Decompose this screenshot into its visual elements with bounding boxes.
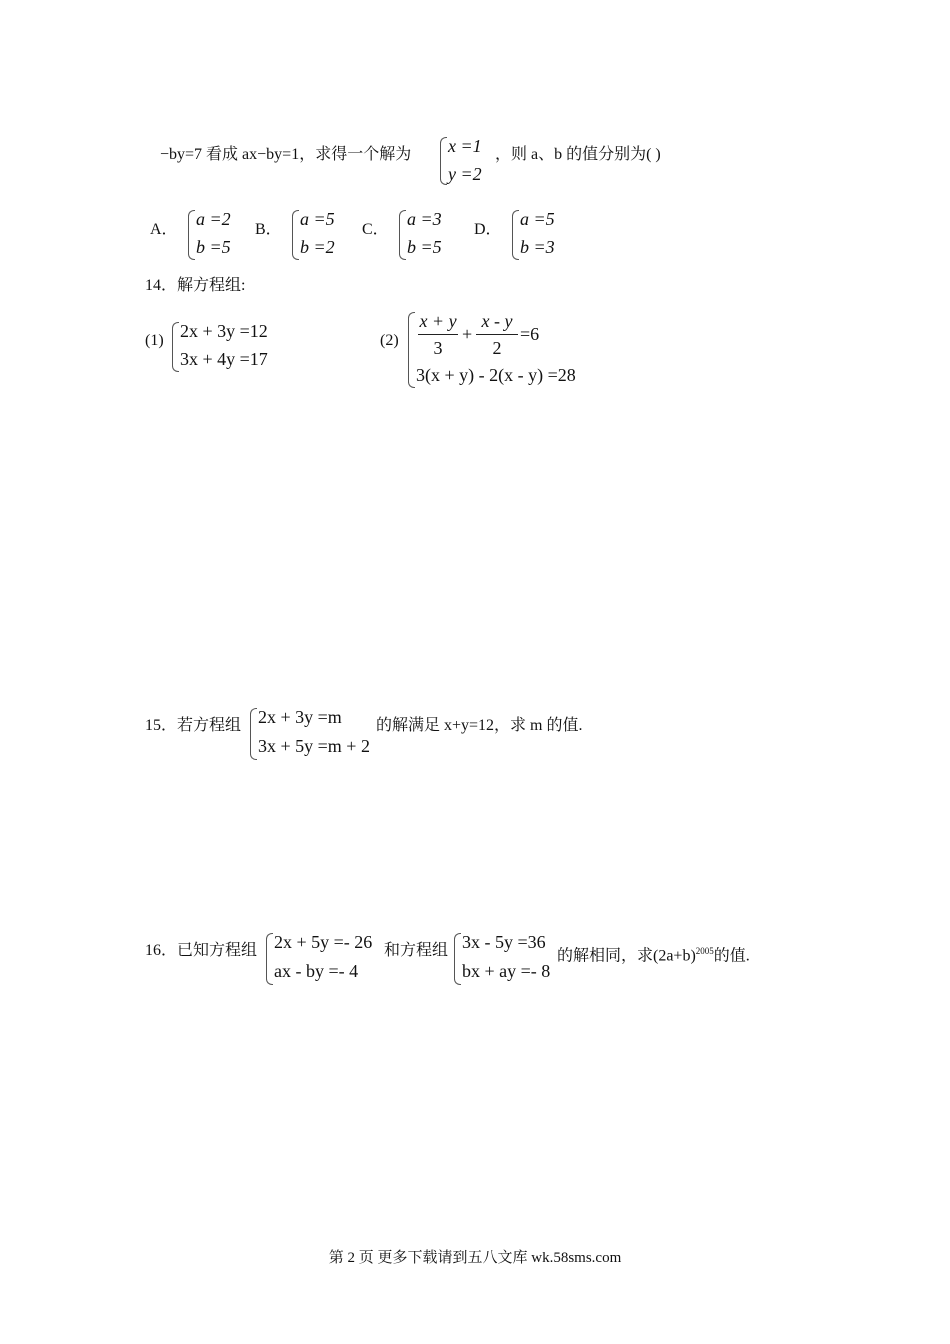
brace-icon xyxy=(512,210,519,260)
q14-title: 14．解方程组: xyxy=(145,277,246,294)
brace-icon xyxy=(454,933,461,985)
frac1-numerator: x + y xyxy=(419,311,457,331)
option-c-eq1: a =3 xyxy=(407,209,442,229)
q14-part2-frac2 xyxy=(476,310,518,359)
brace-icon xyxy=(440,137,447,185)
q16-system2-eq1: 3x - 5y =36 xyxy=(462,932,546,952)
q15-eq2: 3x + 5y =m + 2 xyxy=(258,736,370,756)
brace-icon xyxy=(292,210,299,260)
option-c-label: C． xyxy=(362,221,389,238)
q13-given-system xyxy=(440,135,500,187)
q14-part2-label: (2) xyxy=(380,332,399,349)
q16-prefix: 16．已知方程组 xyxy=(145,942,258,959)
q15-eq1: 2x + 3y =m xyxy=(258,707,342,727)
option-d-eq2: b =3 xyxy=(520,237,555,257)
option-b-eq1: a =5 xyxy=(300,209,335,229)
q14-part2-system xyxy=(408,310,608,390)
frac1-denominator: 3 xyxy=(433,338,443,358)
q14-part1-eq2: 3x + 4y =17 xyxy=(180,349,268,369)
option-c-system xyxy=(399,208,459,262)
q13-given-eq2: y =2 xyxy=(448,164,482,184)
brace-icon xyxy=(172,322,179,372)
option-b-eq2: b =2 xyxy=(300,237,335,257)
frac2-denominator: 2 xyxy=(492,338,502,358)
option-d-eq1: a =5 xyxy=(520,209,555,229)
q16-suffix-text: 的解相同，求(2a+b) xyxy=(557,947,696,965)
option-a-system xyxy=(188,208,248,262)
brace-icon xyxy=(399,210,406,260)
q14-part2-frac1 xyxy=(418,310,458,359)
q16-system2 xyxy=(454,931,564,987)
q14-part2-plus: + xyxy=(462,324,473,344)
option-b-label: B． xyxy=(255,221,282,238)
q13-tail: ，则 a、b 的值分别为( ) xyxy=(495,146,661,163)
frac2-numerator: x - y xyxy=(481,311,513,331)
q13-intro: −by=7 看成 ax−by=1，求得一个解为 xyxy=(160,146,412,163)
q13-given-eq1: x =1 xyxy=(448,136,482,156)
q16-system1 xyxy=(266,931,386,987)
q15-suffix: 的解满足 x+y=12，求 m 的值. xyxy=(376,717,583,734)
q15-system xyxy=(250,706,380,762)
q14-part1-label: (1) xyxy=(145,332,164,349)
q16-middle: 和方程组 xyxy=(384,942,449,959)
option-a-label: A． xyxy=(150,221,178,238)
option-a-eq1: a =2 xyxy=(196,209,231,229)
page-footer: 第 2 页 更多下载请到五八文库 wk.58sms.com xyxy=(328,1250,622,1266)
fraction-bar xyxy=(476,334,518,335)
q14-part1-eq1: 2x + 3y =12 xyxy=(180,321,268,341)
q14-part2-eq1-rhs: =6 xyxy=(520,324,540,344)
q16-system1-eq2: ax - by =- 4 xyxy=(274,961,359,981)
q16-system2-eq2: bx + ay =- 8 xyxy=(462,961,551,981)
option-c-eq2: b =5 xyxy=(407,237,442,257)
brace-icon xyxy=(250,708,257,760)
option-b-system xyxy=(292,208,352,262)
option-a-eq2: b =5 xyxy=(196,237,231,257)
q14-part1-system xyxy=(172,320,282,374)
q16-suffix xyxy=(557,941,750,966)
q16-exponent: 2005 xyxy=(695,946,714,956)
q16-system1-eq1: 2x + 5y =- 26 xyxy=(274,932,373,952)
q14-part2-eq2: 3(x + y) - 2(x - y) =28 xyxy=(416,365,576,385)
brace-icon xyxy=(266,933,273,985)
q15-prefix: 15．若方程组 xyxy=(145,717,242,734)
brace-icon xyxy=(188,210,195,260)
option-d-label: D． xyxy=(474,221,502,238)
fraction-bar xyxy=(418,334,458,335)
brace-icon xyxy=(408,312,415,388)
q16-suffix-end: 的值. xyxy=(713,947,750,965)
option-d-system xyxy=(512,208,572,262)
